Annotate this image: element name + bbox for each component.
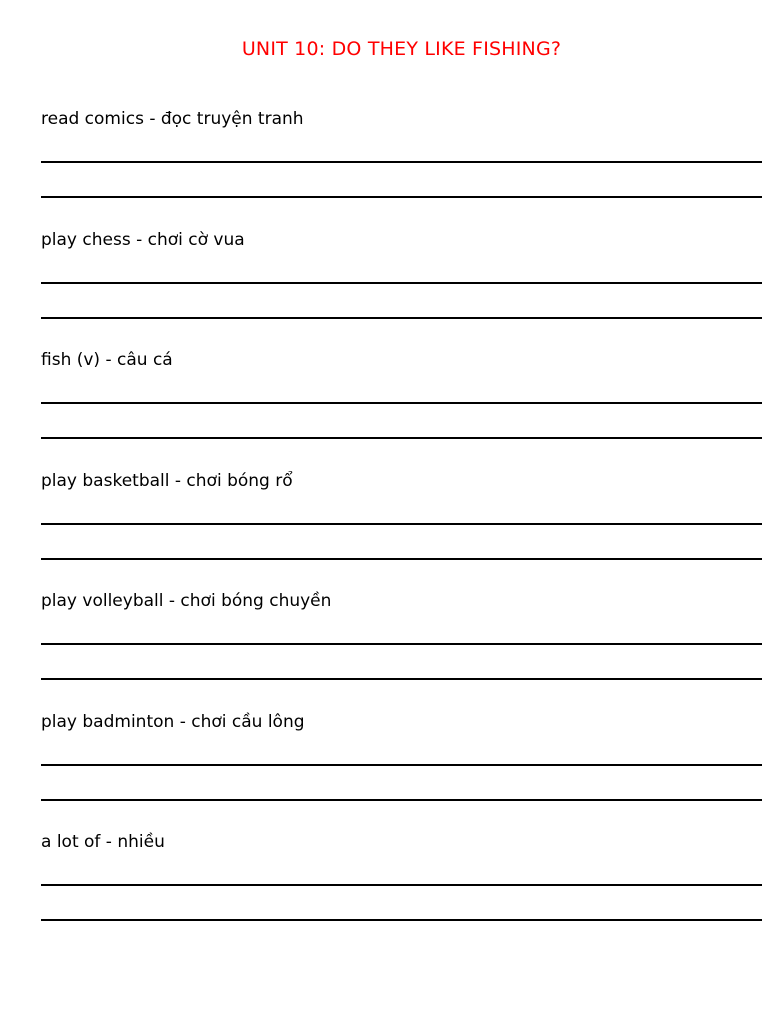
writing-line [41, 919, 762, 921]
writing-line [41, 282, 762, 284]
vocabulary-entry [41, 108, 763, 229]
writing-line [41, 437, 762, 439]
vocabulary-entry [41, 470, 763, 591]
writing-line [41, 317, 762, 319]
vocabulary-list [41, 108, 763, 952]
writing-line [41, 558, 762, 560]
vocabulary-label: fish (v) - câu cá [41, 350, 173, 370]
vocabulary-entry [41, 711, 763, 832]
worksheet-title: UNIT 10: DO THEY LIKE FISHING? [241, 38, 562, 60]
vocabulary-label: play chess - chơi cờ vua [41, 229, 245, 250]
writing-line [41, 799, 762, 801]
writing-line [41, 523, 762, 525]
writing-line [41, 764, 762, 766]
vocabulary-entry [41, 229, 763, 350]
writing-line [41, 196, 762, 198]
vocabulary-label: play basketball - chơi bóng rổ [41, 470, 293, 491]
writing-line [41, 643, 762, 645]
writing-line [41, 161, 762, 163]
vocabulary-label: play volleyball - chơi bóng chuyền [41, 591, 332, 611]
vocabulary-entry [41, 831, 763, 952]
vocabulary-label: read comics - đọc truyện tranh [41, 109, 304, 129]
vocabulary-label: play badminton - chơi cầu lông [41, 711, 305, 732]
vocabulary-entry [41, 590, 763, 711]
writing-line [41, 884, 762, 886]
vocabulary-entry [41, 349, 763, 470]
writing-line [41, 678, 762, 680]
vocabulary-label: a lot of - nhiều [41, 832, 165, 852]
writing-line [41, 402, 762, 404]
